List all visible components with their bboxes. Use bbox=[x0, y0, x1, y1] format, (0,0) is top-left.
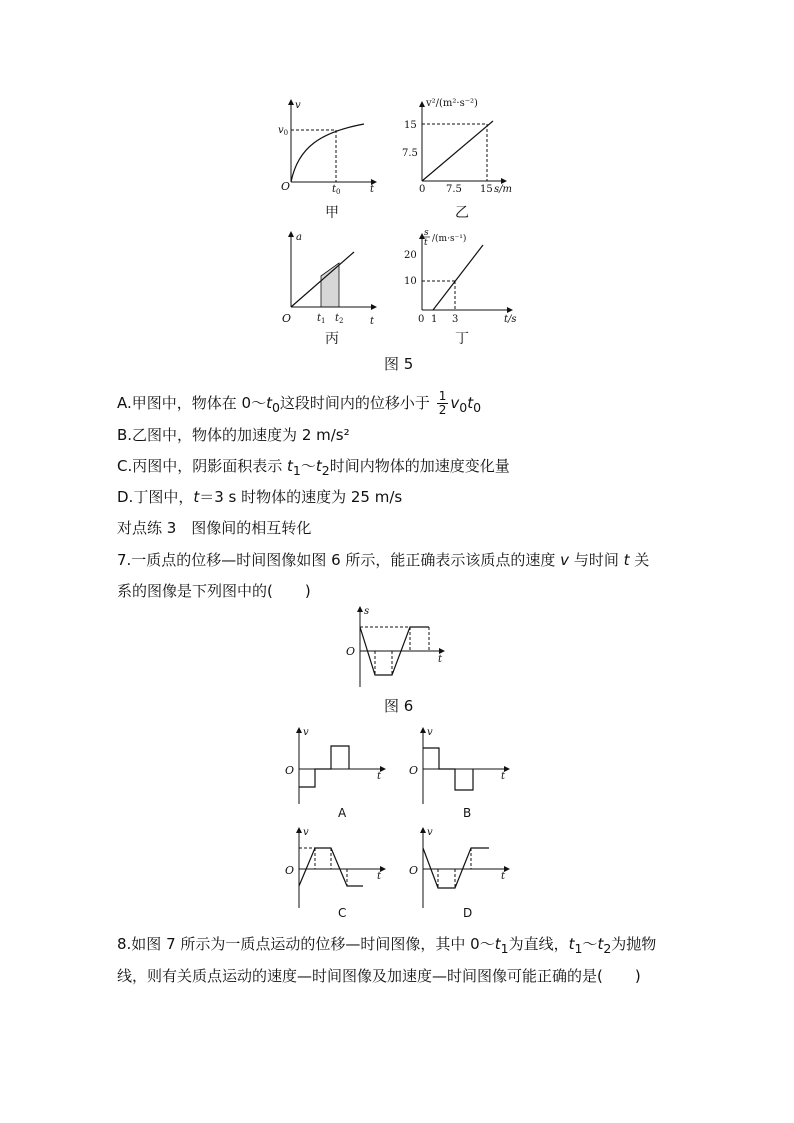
origin-label: O bbox=[409, 764, 419, 777]
v0-label: $v_0$ bbox=[278, 125, 289, 137]
x-axis-label: t bbox=[438, 654, 443, 665]
x-axis-label: t bbox=[377, 771, 382, 782]
option-d: D.丁图中，t＝3 s 时物体的速度为 25 m/s bbox=[117, 488, 403, 506]
choice-c-label[interactable]: C bbox=[338, 906, 347, 920]
origin-label: O bbox=[281, 180, 291, 193]
y-axis-label: v bbox=[303, 827, 309, 838]
caption-ding: 丁 bbox=[455, 331, 469, 347]
graph-fig6 bbox=[340, 603, 450, 691]
velocity-curve bbox=[291, 124, 364, 182]
origin-label: O bbox=[282, 312, 292, 325]
caption-jia: 甲 bbox=[325, 205, 339, 221]
x-tick-3: 3 bbox=[452, 314, 459, 325]
choice-d-label[interactable]: D bbox=[463, 906, 473, 920]
y-tick-10: 10 bbox=[404, 276, 417, 287]
x-axis-label: t bbox=[370, 184, 375, 195]
origin-label: O bbox=[346, 645, 356, 658]
y-axis-num: s bbox=[424, 228, 429, 238]
x-tick-15: 15 bbox=[480, 184, 493, 195]
choice-d-graph[interactable] bbox=[407, 824, 517, 908]
caption-bing: 丙 bbox=[325, 331, 339, 347]
figure-6-title: 图 6 bbox=[384, 697, 414, 715]
choice-b-graph[interactable] bbox=[407, 724, 517, 808]
origin-label: O bbox=[409, 864, 419, 877]
x-axis-label: t bbox=[377, 871, 382, 882]
y-axis-label: v²/(m²·s⁻²) bbox=[426, 98, 478, 109]
t0-label: $t_0$ bbox=[332, 184, 341, 196]
y-tick-20: 20 bbox=[404, 250, 417, 261]
choice-a-label[interactable]: A bbox=[338, 806, 347, 820]
x-axis-label: t/s bbox=[504, 314, 517, 325]
y-axis-label: v bbox=[427, 727, 433, 738]
choice-a-graph[interactable] bbox=[283, 724, 393, 808]
fraction-half: $\frac{1}{2}$ bbox=[438, 389, 447, 417]
t2-label: $t_2$ bbox=[335, 313, 344, 325]
y-axis-label: v bbox=[303, 727, 309, 738]
option-c: C.丙图中，阴影面积表示 $t_1\sim t_2$时间内物体的加速度变化量 bbox=[117, 457, 510, 478]
graph-bing bbox=[276, 226, 386, 330]
q7-line-2: 系的图像是下列图中的( ) bbox=[117, 582, 311, 600]
x-axis-label: s/m bbox=[494, 184, 512, 195]
origin-label: O bbox=[285, 764, 295, 777]
choice-b-label[interactable]: B bbox=[463, 806, 472, 820]
velocity-path bbox=[423, 848, 489, 888]
choice-c-graph[interactable] bbox=[283, 824, 393, 908]
x-tick-7-5: 7.5 bbox=[446, 184, 462, 195]
option-a: A.甲图中，物体在 $0\sim t_0$这段时间内的位移小于 $\frac{1}{2}$ $v_0t_0$ bbox=[117, 389, 482, 417]
y-axis-unit: /(m·s⁻¹) bbox=[432, 234, 467, 244]
q8-line-2: 线，则有关质点运动的速度—时间图像及加速度—时间图像可能正确的是( ) bbox=[117, 967, 641, 985]
section-heading: 对点练 3 图像间的相互转化 bbox=[117, 519, 312, 537]
y-axis-label: s bbox=[364, 606, 370, 617]
origin-label: 0 bbox=[419, 184, 426, 195]
y-axis-den: t bbox=[424, 238, 428, 248]
graph-ding bbox=[396, 226, 536, 330]
graph-jia bbox=[276, 92, 386, 202]
y-tick-7-5: 7.5 bbox=[402, 148, 418, 159]
x-axis-label: t bbox=[501, 871, 506, 882]
shaded-area bbox=[321, 263, 339, 307]
y-tick-15: 15 bbox=[404, 120, 417, 131]
velocity-steps bbox=[299, 746, 349, 787]
origin-label: O bbox=[285, 864, 295, 877]
t1-label: $t_1$ bbox=[317, 313, 326, 325]
x-tick-1: 1 bbox=[431, 314, 438, 325]
q7-line-1: 7.一质点的位移—时间图像如图 6 所示，能正确表示该质点的速度 v 与时间 t 关 bbox=[117, 551, 650, 569]
graph-yi bbox=[396, 92, 536, 202]
y-axis-label: v bbox=[427, 827, 433, 838]
q8-line-1: 8.如图 7 所示为一质点运动的位移—时间图像，其中 $0\sim t_1$为直线，$t_1\sim t_2$为抛物 bbox=[117, 935, 657, 956]
x-axis-label: t bbox=[501, 771, 506, 782]
origin-label: 0 bbox=[418, 314, 425, 325]
option-b: B.乙图中，物体的加速度为 2 m/s² bbox=[117, 426, 350, 444]
y-axis-label: v bbox=[295, 100, 301, 111]
ratio-line bbox=[433, 245, 483, 310]
figure-5-title: 图 5 bbox=[384, 355, 414, 373]
v2-line bbox=[422, 121, 493, 181]
caption-yi: 乙 bbox=[455, 205, 469, 221]
y-axis-label: a bbox=[296, 232, 302, 243]
x-axis-label: t bbox=[370, 316, 375, 327]
